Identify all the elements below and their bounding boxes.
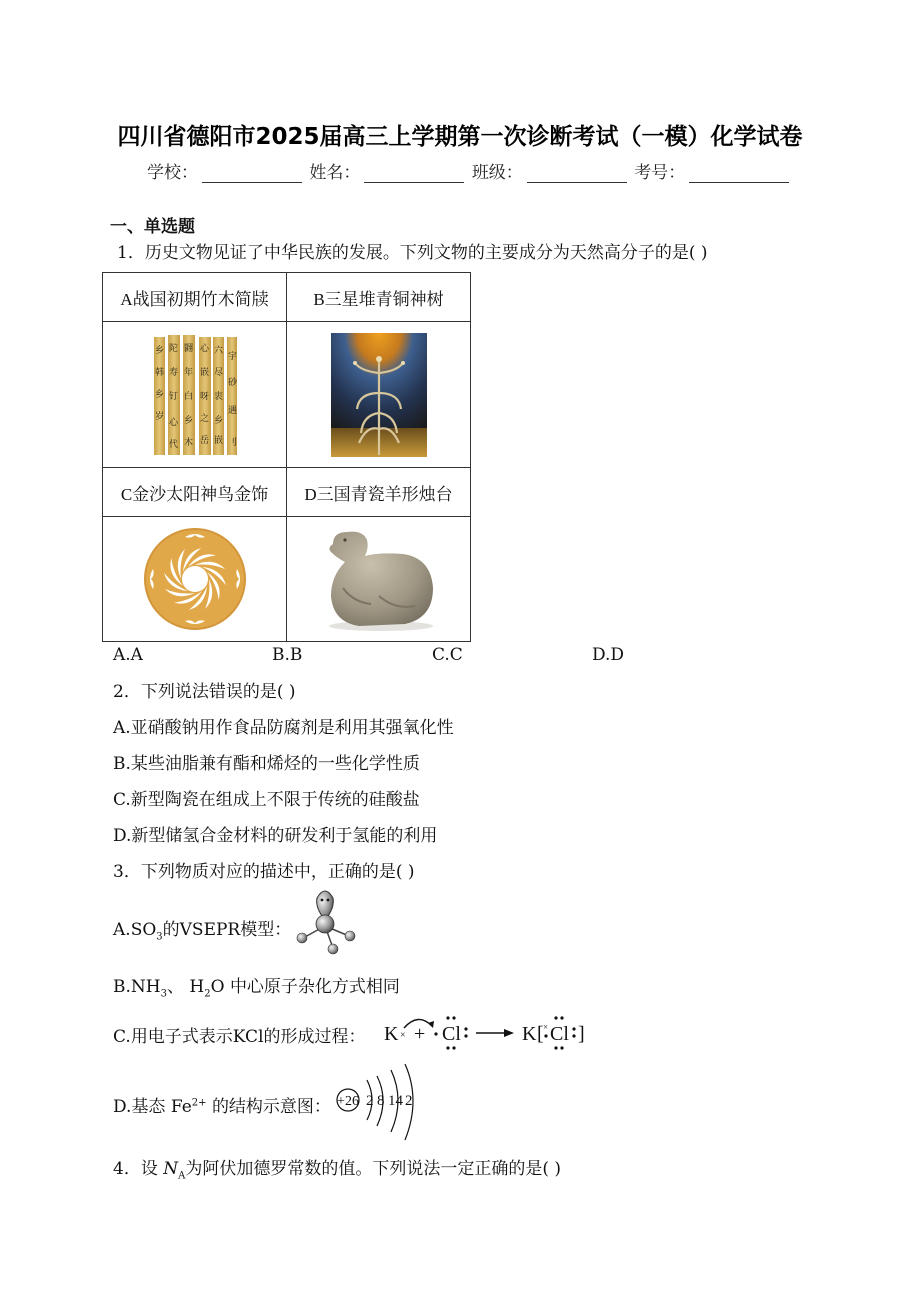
q1-option-a[interactable]: A.A [113,645,143,665]
svg-text:2: 2 [366,1093,374,1109]
relic-image-cell-c [103,517,287,642]
svg-text:六: 六 [213,345,223,356]
name-blank[interactable] [364,164,464,183]
school-label: 学校： [147,163,198,183]
svg-text:×: × [543,1022,549,1032]
student-info-fields [147,158,791,183]
question-3-stem [113,857,415,882]
svg-text:8: 8 [377,1093,385,1109]
svg-text:白: 白 [183,391,193,402]
kcl-electron-formula-diagram [380,1010,592,1058]
avogadro-symbol: N [163,1159,179,1179]
relic-image-cell-b [287,322,471,468]
class-label: 班级： [471,163,523,183]
question-text: 下列物质对应的描述中，正确的是( ) [140,862,415,882]
q1-option-d[interactable]: D.D [592,645,625,665]
question-text: 下列说法错误的是( ) [140,682,296,702]
svg-text:K: K [384,1023,399,1045]
svg-text:乡: 乡 [213,415,223,426]
svg-text:呀: 呀 [199,391,209,402]
svg-text:嵌: 嵌 [213,435,223,446]
svg-text:[: [ [537,1023,544,1045]
svg-text:韩: 韩 [154,367,164,378]
q3-option-d[interactable]: D.基态 $Fe^{2+}$ 的结构示意图： [113,1097,331,1117]
svg-text:乡: 乡 [154,345,164,356]
svg-text:尽: 尽 [213,367,223,378]
svg-text:心: 心 [168,417,178,428]
section-heading: 一、单选题 [110,217,195,237]
svg-text:岁: 岁 [154,411,164,422]
question-1-stem [117,238,708,263]
q3-option-c[interactable]: C.用电子式表示KCl的形成过程： [113,1027,366,1047]
q2-option-b[interactable]: B.某些油脂兼有酯和烯烃的一些化学性质 [113,754,420,774]
exam-title: 四川省德阳市2025届高三上学期第一次诊断考试（一模）化学试卷 [117,124,803,150]
svg-text:宇: 宇 [227,351,237,362]
svg-text:陀: 陀 [168,343,178,354]
svg-text:寿: 寿 [168,367,178,378]
svg-text:遇: 遇 [227,405,237,416]
svg-text:+: + [414,1023,426,1045]
svg-text:年: 年 [183,367,193,378]
relics-table [102,272,471,642]
svg-text:14: 14 [388,1093,403,1109]
q3-option-a[interactable]: $A.SO_3$的VSEPR模型： [113,920,292,943]
fe-ion-structure-diagram [333,1062,423,1144]
svg-text:]: ] [578,1023,585,1045]
vsepr-model-icon [293,890,357,956]
svg-text:嵌: 嵌 [199,367,209,378]
question-number: 4． [113,1159,141,1179]
svg-text:之: 之 [199,413,209,424]
formula: SO [130,920,157,940]
school-blank[interactable] [202,164,302,183]
question-number: 3． [113,862,141,882]
svg-text:K: K [522,1023,537,1045]
svg-text:乡: 乡 [183,415,193,426]
q1-option-b[interactable]: B.B [272,645,303,665]
q2-option-a[interactable]: A.亚硝酸钠用作食品防腐剂是利用其强氧化性 [113,718,454,738]
svg-text:心: 心 [199,343,209,354]
relic-caption-a: A战国初期竹木简牍 [103,273,287,322]
bamboo-slips-image [152,333,238,457]
q3-option-b[interactable]: $B.NH_3$、 $H_2O$ 中心原子杂化方式相同 [113,977,400,1000]
question-number: 2． [113,682,141,702]
question-text: 历史文物见证了中华民族的发展。下列文物的主要成分为天然高分子的是( ) [144,243,708,263]
question-2-stem [113,677,296,702]
svg-text:岳: 岳 [199,435,209,446]
svg-text:Cl: Cl [442,1023,461,1045]
relic-image-cell-a [103,322,287,468]
svg-text:钉: 钉 [168,391,178,402]
q2-option-c[interactable]: C.新型陶瓷在组成上不限于传统的硅酸盐 [113,790,420,810]
relic-caption-c: C金沙太阳神鸟金饰 [103,468,287,517]
svg-text:代: 代 [168,439,178,450]
svg-text:翾: 翾 [183,343,193,354]
bronze-sacred-tree-image [331,333,427,457]
svg-text:木: 木 [183,437,193,448]
svg-text:2: 2 [405,1093,413,1109]
question-4-stem: 4．设 $N_A$为阿伏加德罗常数的值。下列说法一定正确的是( ) [113,1159,562,1182]
golden-sun-bird-image [143,527,247,631]
exam-number-label: 考号： [634,163,686,183]
class-blank[interactable] [527,164,627,183]
svg-text:砂: 砂 [227,377,237,388]
svg-text:乡: 乡 [154,389,164,400]
relic-caption-d: D三国青瓷羊形烛台 [287,468,471,517]
svg-text:Cl: Cl [550,1023,569,1045]
q2-option-d[interactable]: D.新型储氢合金材料的研发利于氢能的利用 [113,826,438,846]
svg-text:×: × [400,1030,406,1041]
relic-caption-b: B三星堆青铜神树 [287,273,471,322]
q1-option-c[interactable]: C.C [432,645,463,665]
name-label: 姓名： [309,163,361,183]
svg-text:刂: 刂 [227,437,237,448]
question-number: 1． [117,243,145,263]
svg-text:衷: 衷 [213,391,223,402]
exam-number-blank[interactable] [689,164,789,183]
svg-text:+26: +26 [337,1094,359,1109]
relic-image-cell-d [287,517,471,642]
celadon-sheep-image [319,526,439,632]
